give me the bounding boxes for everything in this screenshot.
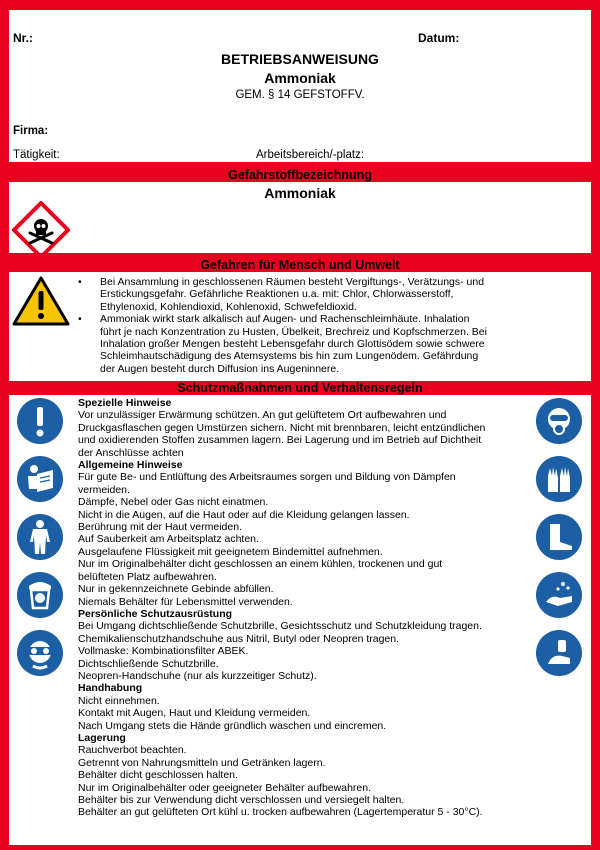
section-title: Schutzmaßnahmen und Verhaltensregeln xyxy=(177,381,423,395)
text-line: der Anschlüsse achten xyxy=(78,446,184,459)
text-line: Berührung mit der Haut vermeiden. xyxy=(78,521,242,534)
protective-measures-text xyxy=(78,397,528,819)
section-header-gefahren xyxy=(0,258,600,272)
document-title: BETRIEBSANWEISUNG xyxy=(221,51,379,67)
text-line: Getrennt von Nahrungsmitteln und Getränken lagern. xyxy=(78,756,326,769)
subheading-spezielle: Spezielle Hinweise xyxy=(78,397,172,409)
safety-boots-icon xyxy=(536,514,582,560)
text-line: Druckgasflaschen gegen Umstürzen sichern. Nicht mit brennbaren, leicht entzündlichen xyxy=(78,421,486,434)
text-line: Auf Sauberkeit am Arbeitsplatz achten. xyxy=(78,533,259,546)
text-line: Nicht in die Augen, auf die Haut oder auf die Kleidung gelangen lassen. xyxy=(78,508,410,521)
datum-label: Datum: xyxy=(418,31,460,45)
hazard-bullet xyxy=(78,313,518,375)
protective-suit-icon xyxy=(17,514,63,560)
read-instructions-icon xyxy=(17,456,63,502)
text-line: vermeiden. xyxy=(78,483,130,496)
text-line: Bei Umgang dichtschließende Schutzbrille, Gesichtsschutz und Schutzkleidung tragen. xyxy=(78,620,482,633)
hazard-list xyxy=(78,276,518,375)
text-line: Nur im Originalbehälter dicht geschlossen an einem kühlen, trockenen und gut xyxy=(78,558,443,571)
hazard-line: Inhalation großer Mengen besteht Lebensgefahr durch Glottisödem sowie schwere xyxy=(100,338,485,351)
section-title: Gefahrstoffbezeichnung xyxy=(228,168,372,182)
skull-crossbones-ghs-icon xyxy=(12,201,70,259)
text-line: Behälter dicht geschlossen halten. xyxy=(78,769,238,782)
text-line: Dämpfe, Nebel oder Gas nicht einatmen. xyxy=(78,496,269,509)
respirator-mask-icon xyxy=(536,398,582,444)
firma-label: Firma: xyxy=(13,125,49,137)
taetigkeit-label: Tätigkeit: xyxy=(13,149,60,161)
regulation-text: GEM. § 14 GEFSTOFFV. xyxy=(235,89,365,101)
hazard-line: • Bei Ansammlung in geschlossenen Räumen besteht Vergiftungs-, Verätzungs- und xyxy=(100,276,485,288)
hazard-line: Ethylenoxid, Kohlendioxid, Kohlenoxid, Schwefeldioxid. xyxy=(100,300,357,313)
subheading-allgemeine: Allgemeine Hinweise xyxy=(78,459,183,472)
text-line: Ausgelaufene Flüssigkeit mit geeignetem Bindemittel aufnehmen. xyxy=(78,545,383,558)
text-line: Nicht einnehmen. xyxy=(78,694,160,707)
subheading-schutzausruestung: Persönliche Schutzausrüstung xyxy=(78,607,233,620)
hazard-line: Schleimhautschädigung des Atemsystems bis hin zum Lungenödem. Gefährdung xyxy=(100,350,479,363)
text-line: Niemals Behälter für Lebensmittel verwenden. xyxy=(78,595,293,608)
text-line: Behälter an gut gelüfteten Ort kühl u. trocken aufbewahren (Lagertemperatur 5 - 30°C). xyxy=(78,806,483,819)
hazard-line: Erstickungsgefahr. Gefährliche Reaktionen u.a. mit: Chlor, Chlorwasserstoff, xyxy=(100,288,454,301)
nr-label: Nr.: xyxy=(13,31,34,45)
hand-cream-icon xyxy=(536,630,582,676)
section-header-schutzmassnahmen xyxy=(0,381,600,395)
text-line: Behälter bis zur Verwendung dicht verschlossen und versiegelt halten. xyxy=(78,794,405,806)
text-line: Neopren-Handschuhe (nur als kurzzeitiger Schutz). xyxy=(78,669,317,682)
arbeitsbereich-label: Arbeitsbereich/-platz: xyxy=(256,149,365,161)
text-line: Vor unzulässiger Erwärmung schützen. An gut gelüftetem Ort aufbewahren und xyxy=(78,409,447,422)
text-line: Rauchverbot beachten. xyxy=(78,744,187,757)
face-shield-icon xyxy=(17,572,63,618)
text-line: Kontakt mit Augen, Haut und Kleidung vermeiden. xyxy=(78,707,311,720)
subheading-handhabung: Handhabung xyxy=(78,682,143,695)
text-line: Dichtschließende Schutzbrille. xyxy=(78,657,219,670)
text-line: Nach Umgang stets die Hände gründlich waschen und eincremen. xyxy=(78,719,387,732)
protective-gloves-icon xyxy=(536,456,582,502)
safety-goggles-icon xyxy=(17,630,63,676)
text-line: Vollmaske: Kombinationsfilter ABEK. xyxy=(78,645,249,658)
text-line: belüfteten Platz aufbewahren. xyxy=(78,570,217,583)
text-line: Für gute Be- und Entlüftung des Arbeitsraumes sorgen und Bildung von Dämpfen xyxy=(78,471,456,484)
text-line: Nur in gekennzeichnete Gebinde abfüllen. xyxy=(78,583,274,596)
warning-triangle-icon xyxy=(12,276,70,326)
hazard-bullet xyxy=(78,276,518,313)
text-line: und oxidierenden Stoffen zusammen lagern. Bei Lagerung und im Betrieb auf Dichtheit xyxy=(78,434,482,447)
hazard-line: • Ammoniak wirkt stark alkalisch auf Augen- und Rachenschleimhäute. Inhalation xyxy=(100,313,470,326)
wash-hands-icon xyxy=(536,572,582,618)
section-title: Gefahren für Mensch und Umwelt xyxy=(200,258,400,272)
hazard-line: der Augen besteht durch Diffusion ins Augeninnere. xyxy=(100,362,340,375)
hazard-line: führt je nach Konzentration zu Husten, Übelkeit, Brechreiz und Kopfschmerzen. Bei xyxy=(100,325,487,338)
section-header-gefahrstoff xyxy=(0,168,600,182)
text-line: Chemikalienschutzhandschuhe aus Nitril, Butyl oder Neopren tragen. xyxy=(78,632,400,645)
section1-substance: Ammoniak xyxy=(264,185,336,201)
general-mandatory-icon xyxy=(17,398,63,444)
subheading-lagerung: Lagerung xyxy=(78,731,126,744)
text-line: Nur im Originalbehälter oder geeigneter Behälter aufbewahren. xyxy=(78,781,372,794)
substance-heading: Ammoniak xyxy=(264,70,336,86)
